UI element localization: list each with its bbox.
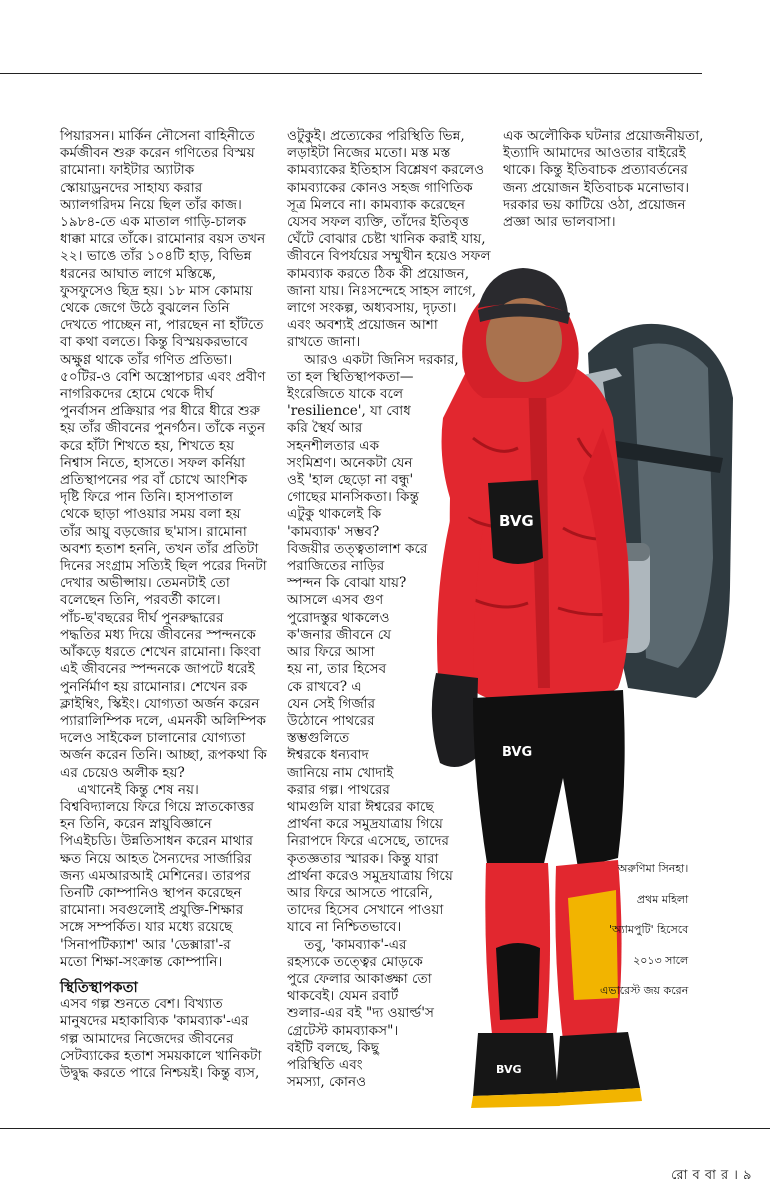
- body-text-line: এক অলৌকিক ঘটনার প্রয়োজনীয়তা,: [503, 128, 704, 144]
- body-text-line: আরও একটা জিনিস দরকার,: [287, 351, 459, 368]
- column-1-body: [60, 128, 267, 971]
- body-text-line: বিশ্ববিদ্যালয়ে ফিরে গিয়ে স্নাতকোত্তর: [60, 798, 255, 815]
- body-text-line: পিএইচডি। উন্নতিসাধন করেন মাথার: [60, 833, 253, 850]
- body-text-line: পরিস্থিতি এবং: [287, 1056, 363, 1073]
- chest-brand-text: BVG: [499, 512, 534, 530]
- caption-line: অরুণিমা সিনহা।: [617, 862, 689, 875]
- body-text-line: স্কোয়াড্রনদের সাহায্য করার: [60, 179, 203, 196]
- body-text-line: যেসব সফল ব্যক্তি, তাঁদের ইতিবৃত্ত: [287, 214, 469, 231]
- body-text-line: প্রার্থনা করেও সমুদ্রযাত্রায় গিয়ে: [287, 867, 453, 884]
- article-column-3: [503, 128, 704, 231]
- body-text-line: থেকে ছাড়া পাওয়ার সময় বলা হয়: [60, 506, 241, 523]
- body-text-line: অক্ষুণ্ণ থাকে তাঁর গণিত প্রতিভা।: [60, 351, 233, 368]
- body-text-line: বইটি বলছে, কিছু: [287, 1039, 379, 1056]
- left-boot: [556, 1032, 640, 1093]
- body-text-line: করে হাঁটা শিখতে হয়, শিখতে হয়: [60, 437, 235, 454]
- body-text-line: কামব্যাকের কোনও সহজ গাণিতিক: [287, 179, 473, 196]
- section-heading: স্থিতিস্থাপকতা: [60, 978, 138, 996]
- body-text-line: কামব্যাকের ইতিহাস বিশ্লেষণ করলেও: [287, 162, 485, 179]
- body-text-line: করার গল্প। পাথরের: [287, 781, 390, 798]
- body-text-line: উদ্বুদ্ধ করতে পারে নিশ্চয়ই। কিন্তু ব্যস,: [60, 1064, 260, 1081]
- body-text-line: থামগুলি যারা ঈশ্বরের কাছে: [287, 798, 434, 815]
- body-text-line: সংমিশ্রণ। অনেকটা যেন: [287, 454, 413, 471]
- body-text-line: গোছের মানসিকতা। কিন্তু: [287, 489, 419, 506]
- body-text-line: পুরোদস্তুর থাকলেও: [287, 609, 390, 626]
- body-text-line: হন তিনি, করেন স্নায়ুবিজ্ঞানে: [60, 816, 212, 833]
- body-text-line: মতো শিক্ষা-সংক্রান্ত কোম্পানি।: [60, 953, 223, 970]
- body-text-line: থেকে জেগে উঠে বুঝলেন তিনি: [60, 300, 230, 317]
- body-text-line: সহনশীলতার এক: [287, 437, 380, 454]
- body-text-line: ঈশ্বরকে ধন্যবাদ: [287, 747, 369, 764]
- body-text-line: রহস্যকে তত্ত্বের মোড়কে: [287, 953, 423, 970]
- body-text-line: ইংরেজিতে যাকে বলে: [287, 386, 404, 403]
- body-text-line: এসব গল্প শুনতে বেশ। বিখ্যাত: [60, 996, 223, 1013]
- body-text-line: পদ্ধতির মধ্য দিয়ে জীবনের স্পন্দনকে: [60, 626, 256, 643]
- body-text-line: এবং অবশ্যই প্রয়োজন আশা: [287, 317, 438, 334]
- pants: [473, 690, 625, 870]
- body-text-line: প্রজ্ঞা আর ভালবাসা।: [503, 214, 616, 231]
- body-text-line: অবশ্য হতাশ হননি, তখন তাঁর প্রতিটা: [60, 540, 259, 557]
- body-text-line: বলেছেন তিনি, পরবর্তী কালে।: [60, 592, 221, 609]
- body-text-line: কামব্যাক করতে ঠিক কী প্রয়োজন,: [287, 265, 470, 282]
- page-folio: রো ব বা র । ৯: [671, 1168, 752, 1183]
- body-text-line: গল্প আমাদের নিজেদের জীবনের: [60, 1030, 234, 1047]
- body-text-line: অ্যালগরিদম নিয়ে ছিল তাঁর কাজ।: [60, 196, 242, 213]
- photo-caption: [600, 848, 688, 1012]
- caption-line: প্রথম মহিলা: [636, 892, 689, 906]
- body-text-line: আসলে এসব গুণ: [287, 592, 384, 609]
- body-text-line: এটুকু থাকলেই কি: [287, 506, 382, 523]
- body-text-line: প্রতিস্থাপনের পর বাঁ চোখে আংশিক: [60, 472, 248, 489]
- footer-rule: [0, 1128, 770, 1129]
- body-text-line: ফুসফুসেও ছিদ্র হয়। ১৮ মাস কোমায়: [60, 282, 253, 299]
- body-text-line: ক'জনার জীবনে যে: [287, 626, 392, 643]
- body-text-line: পুরে ফেলার আকাঙ্ক্ষা তো: [287, 970, 432, 987]
- body-text-line: শুলার-এর বই "দ্য ওয়ার্ল্ড'স: [287, 1005, 434, 1022]
- body-text-line: তবু, 'কামব্যাক'-এর: [287, 936, 407, 953]
- body-text-line: 'সিনাপটিক্যাশ' আর 'ডেক্সারা'-র: [60, 936, 231, 953]
- body-text-line: লড়াইটা নিজের মতো। মস্ত মস্ত: [287, 145, 451, 162]
- caption-lines: [600, 859, 688, 1001]
- body-text-line: হয় তাঁর জীবনের পুনর্গঠন। তাঁকে নতুন: [60, 420, 266, 437]
- body-text-line: দিনের সংগ্রাম সত্যিই ছিল পরের দিনটা: [60, 558, 267, 575]
- body-text-line: হয় না, তার হিসেব: [287, 661, 387, 678]
- body-text-line: নিশ্বাস নিতে, হাসতে। সফল কর্নিয়া: [60, 454, 246, 471]
- body-text-line: যেন সেই গির্জার: [287, 695, 376, 712]
- body-text-line: স্পন্দন কি বোঝা যায়?: [287, 575, 407, 592]
- body-text-line: ইত্যাদি আমাদের আওতার বাইরেই: [503, 145, 686, 162]
- body-text-line: জন্য এমআরআই মেশিনের। তারপর: [60, 867, 251, 884]
- body-text-line: জানা যায়। নিঃসন্দেহে সাহস লাগে,: [287, 282, 477, 299]
- body-text-line: সঙ্গে সম্পর্কিত। যার মধ্যে রয়েছে: [60, 919, 233, 936]
- body-text-line: 'কামব্যাক' সম্ভব?: [287, 523, 380, 540]
- body-text-line: যাবে না নিশ্চিতভাবে।: [287, 919, 402, 936]
- body-text-line: জীবনে বিপর্যয়ের সম্মুখীন হয়েও সফল: [287, 248, 491, 265]
- column-3-body: [503, 128, 704, 231]
- body-text-line: দৃষ্টি ফিরে পান তিনি। হাসপাতাল: [60, 489, 233, 506]
- leg-brand-text: BVG: [502, 745, 533, 760]
- body-text-line: নিরাপদে ফিরে এসেছে, তাদের: [287, 833, 450, 850]
- body-text-line: ধাক্কা মারে তাঁকে। রামোনার বয়স তখন: [60, 231, 266, 248]
- article-column-1: [60, 128, 267, 1082]
- body-text-line: এখানেই কিন্তু শেষ নয়।: [60, 781, 199, 798]
- body-text-line: প্যারালিম্পিক দলে, এমনকী অলিম্পিক: [60, 712, 267, 729]
- body-text-line: গ্রেটেস্ট কামব্যাকস"।: [287, 1022, 399, 1039]
- body-text-line: প্রার্থনা করে সমুদ্রযাত্রায় গিয়ে: [287, 816, 443, 833]
- column-1-body-continued: [60, 996, 267, 1082]
- body-text-line: তিনটি কোম্পানিও স্থাপন করেছেন: [60, 884, 242, 901]
- body-text-line: কৃতজ্ঞতার স্মারক। কিন্তু যারা: [287, 850, 439, 867]
- body-text-line: নাগরিকদের হোমে থেকে দীর্ঘ: [60, 386, 214, 403]
- caption-line: 'অ্যামপুটি' হিসেবে: [608, 923, 689, 936]
- body-text-line: দরকার ভয় কাটিয়ে ওঠা, প্রয়োজন: [503, 196, 686, 213]
- body-text-line: ঘেঁটে বোঝার চেষ্টা খানিক করাই যায়,: [287, 231, 486, 248]
- body-text-line: তা হল স্থিতিস্থাপকতা—: [287, 368, 414, 385]
- body-text-line: থাকবেই। যেমন রবার্ট: [287, 988, 399, 1005]
- body-text-line: এর চেয়েও অলীক হয়?: [60, 764, 185, 781]
- body-text-line: লাগে সংকল্প, অধ্যবসায়, দৃঢ়তা।: [287, 300, 457, 317]
- body-text-line: দেখার অভীপ্সায়। তেমনটাই তো: [60, 575, 230, 592]
- body-text-line: কে রাখবে? এ: [287, 678, 362, 695]
- body-text-line: ওই 'হাল ছেড়ো না বন্ধু': [287, 472, 414, 489]
- body-text-line: পুনর্নির্মাণ হয় রামোনার। শেখেন রক: [60, 678, 248, 695]
- boot-brand-text: BVG: [496, 1063, 522, 1076]
- body-text-line: উঠোনে পাথরের: [287, 712, 375, 729]
- body-text-line: 'resilience', যা বোধ: [287, 403, 411, 420]
- body-text-line: কর্মজীবন শুরু করেন গণিতের বিস্ময়: [60, 145, 255, 162]
- body-text-line: ৫০টির-ও বেশি অস্ত্রোপচার এবং প্রবীণ: [60, 368, 266, 385]
- body-text-line: আর ফিরে আসতে পারেনি,: [287, 884, 433, 901]
- body-text-line: ওটুকুই। প্রত্যেকের পরিস্থিতি ভিন্ন,: [287, 128, 465, 144]
- body-text-line: থাকে। কিন্তু ইতিবাচক প্রত্যাবর্তনের: [503, 162, 688, 179]
- body-text-line: বিজয়ীর তত্ত্বতালাশ করে: [287, 540, 428, 557]
- body-text-line: ক্ষত নিয়ে আহত সৈন্যদের সার্জারির: [60, 850, 252, 867]
- body-text-line: ক্লাইম্বিং, স্কিইং। যোগ্যতা অর্জন করেন: [60, 695, 260, 712]
- body-text-line: ১৯৮৪-তে এক মাতাল গাড়ি-চালক: [60, 214, 247, 231]
- body-text-line: রামোনা। ফাইটার অ্যাটাক: [60, 162, 195, 179]
- column-2-body: [287, 128, 491, 1091]
- body-text-line: পরাজিতের নাড়ির: [287, 558, 385, 575]
- body-text-line: ২২। ভাঙে তাঁর ১০৪টি হাড়, বিভিন্ন: [60, 248, 252, 265]
- body-text-line: করি স্থৈর্য আর: [287, 420, 363, 437]
- body-text-line: সূত্র মিলবে না। কামব্যাক করেছেন: [287, 196, 465, 213]
- body-text-line: এই জীবনের স্পন্দনকে জাপটে ধরেই: [60, 661, 255, 678]
- body-text-line: জন্য প্রয়োজন ইতিবাচক মনোভাব।: [503, 179, 690, 196]
- body-text-line: মানুষদের মহাকাব্যিক 'কামব্যাক'-এর: [60, 1013, 249, 1030]
- body-text-line: সমস্যা, কোনও: [287, 1074, 367, 1091]
- body-text-line: দেখতে পাচ্ছেন না, পারছেন না হাঁটতে: [60, 317, 264, 334]
- body-text-line: পুনর্বাসন প্রক্রিয়ার পর ধীরে ধীরে শুরু: [60, 403, 261, 420]
- body-text-line: জানিয়ে নাম খোদাই: [287, 764, 394, 781]
- body-text-line: বা কথা বলতে। কিন্তু বিস্ময়করভাবে: [60, 334, 248, 351]
- caption-line: এভারেস্ট জয় করেন: [600, 984, 689, 997]
- body-text-line: পিয়ারসন। মার্কিন নৌসেনা বাহিনীতে: [60, 128, 255, 144]
- caption-line: ২০১৩ সালে: [633, 953, 689, 967]
- body-text-line: তাঁর আয়ু বড়জোর ছ'মাস। রামোনা: [60, 523, 247, 540]
- body-text-line: স্তম্ভগুলিতে: [287, 730, 350, 747]
- body-text-line: ধরনের আঘাত লাগে মস্তিষ্কে,: [60, 265, 217, 282]
- body-text-line: রামোনা। সবগুলোই প্রযুক্তি-শিক্ষার: [60, 902, 244, 919]
- body-text-line: অর্জন করেন তিনি। আচ্ছা, রূপকথা কি: [60, 747, 267, 764]
- body-text-line: তাদের হিসেব সেখানে পাওয়া: [287, 902, 444, 919]
- body-text-line: রাখতে জানা।: [287, 334, 361, 351]
- header-rule: [0, 73, 702, 74]
- body-text-line: দলেও সাইকেল চালানোর যোগ্যতা: [60, 730, 246, 747]
- body-text-line: আঁকড়ে ধরতে শেখেন রামোনা। কিংবা: [60, 644, 261, 661]
- body-text-line: আর ফিরে আসা: [287, 644, 375, 661]
- article-column-2: [287, 128, 491, 1091]
- body-text-line: সেটব্যাকের হতাশ সময়কালে খানিকটা: [60, 1047, 262, 1064]
- body-text-line: পাঁচ-ছ'বছরের দীর্ঘ পুনরুদ্ধারের: [60, 609, 224, 626]
